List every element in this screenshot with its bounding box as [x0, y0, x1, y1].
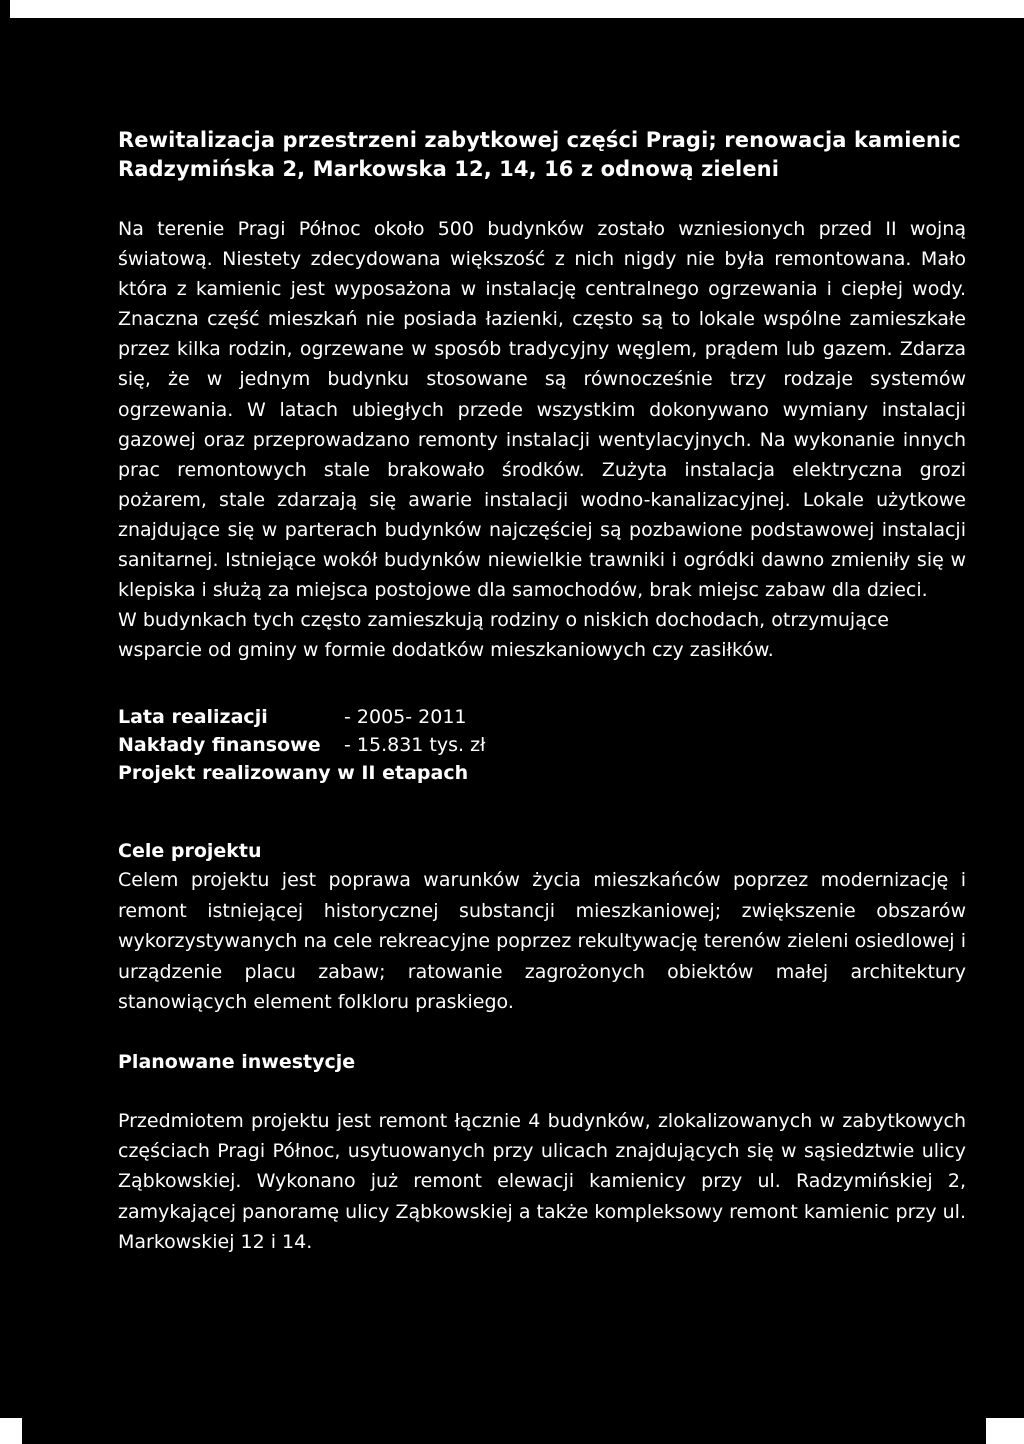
fact-funding-row	[118, 731, 966, 759]
intro-paragraph: Na terenie Pragi Północ około 500 budynków zostało wzniesionych przed II wojną światową. Niestety zdecydowana większość z nich nigdy nie była remontowana. Mało która z kamienic jest wyposażona w instalację centralnego ogrzewania i ciepłej wody. Znaczna część mieszkań nie posiada łazienki, często są to lokale wspólne zamieszkałe przez kilka rodzin, ogrzewane w sposób tradycyjny węglem, prądem lub gazem. Zdarza się, że w jednym budynku stosowane są równocześnie trzy rodzaje systemów ogrzewania. W latach ubiegłych przede wszystkim dokonywano wymiany instalacji gazowej oraz przeprowadzano remonty instalacji wentylacyjnych. Na wykonanie innych prac remontowych stale brakowało środków. Zużyta instalacja elektryczna grozi pożarem, stale zdarzają się awarie instalacji wodno-kanalizacyjnej. Lokale użytkowe znajdujące się w parterach budynków najczęściej są pozbawione podstawowej instalacji sanitarnej. Istniejące wokół budynków niewielkie trawniki i ogródki dawno zmieniły się w klepiska i służą za miejsca postojowe dla samochodów, brak miejsc zabaw dla dzieci.	[118, 218, 966, 602]
fact-years-label: Lata realizacji	[118, 706, 268, 729]
intro-paragraph-2: W budynkach tych często zamieszkują rodziny o niskich dochodach, otrzymujące wsparcie od gminy w formie dodatków mieszkaniowych czy zasiłków.	[118, 609, 889, 662]
document-content	[118, 126, 966, 1257]
fact-funding-label: Nakłady finansowe	[118, 734, 321, 757]
project-facts	[118, 703, 966, 787]
fact-funding-value: - 15.831 tys. zł	[344, 734, 486, 757]
scan-edge-bottom-right	[986, 1418, 1024, 1444]
document-title	[118, 126, 966, 184]
fact-stages: Projekt realizowany w II etapach	[118, 762, 469, 785]
fact-stages-row	[118, 759, 966, 787]
scan-edge-top	[0, 0, 1024, 18]
fact-years-row	[118, 703, 966, 731]
title-line-1: Rewitalizacja przestrzeni zabytkowej części Pragi; renowacja kamienic	[118, 128, 961, 152]
fact-years-value: - 2005- 2011	[344, 706, 467, 729]
investments-heading: Planowane inwestycje	[118, 1050, 356, 1073]
title-line-2: Radzymińska 2, Markowska 12, 14, 16 z odnową zieleni	[118, 157, 780, 181]
goals-text: Celem projektu jest poprawa warunków życia mieszkańców poprzez modernizację i remont istniejącej historycznej substancji mieszkaniowej; zwiększenie obszarów wykorzystywanych na cele rekreacyjne poprzez rekultywację terenów zieleni osiedlowej i urządzenie placu zabaw; ratowanie zagrożonych obiektów małej architektury stanowiących element folkloru praskiego.	[118, 869, 966, 1014]
goals-heading: Cele projektu	[118, 840, 262, 863]
investments-section	[118, 1048, 966, 1257]
goals-section	[118, 837, 966, 1018]
scan-edge-bottom-left	[0, 1418, 22, 1444]
investments-text: Przedmiotem projektu jest remont łącznie 4 budynków, zlokalizowanych w zabytkowych częściach Pragi Północ, usytuowanych przy ulicach znajdujących się w sąsiedztwie ulicy Ząbkowskiej. Wykonano już remont elewacji kamienicy przy ul. Radzymińskiej 2, zamykającej panoramę ulicy Ząbkowskiej a także kompleksowy remont kamienic przy ul. Markowskiej 12 i 14.	[118, 1109, 966, 1253]
